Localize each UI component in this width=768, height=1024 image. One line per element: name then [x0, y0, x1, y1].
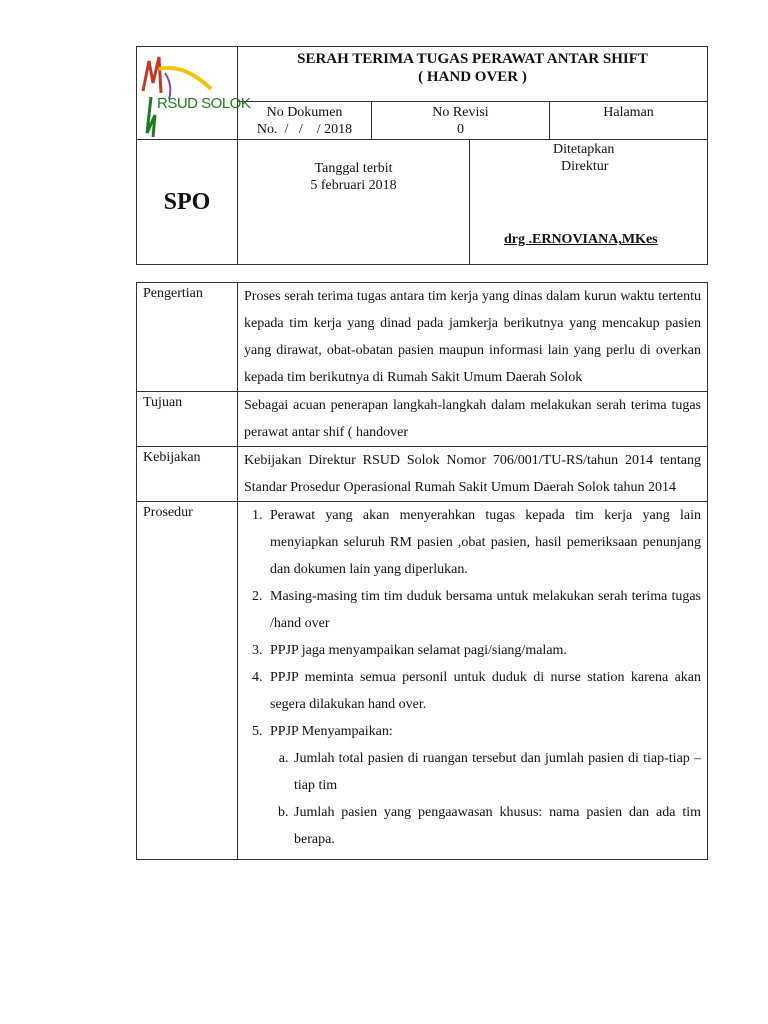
prosedur-label: Prosedur — [137, 502, 238, 860]
logo-cell — [137, 47, 251, 140]
prosedur-step: 4. PPJP meminta semua personil untuk duduk di nurse station karena akan segera dilakukan hand over. — [266, 664, 701, 718]
prosedur-step-5 — [266, 718, 701, 853]
prosedur-step-text: PPJP Menyampaikan: — [270, 724, 393, 739]
row-pengertian — [137, 283, 708, 392]
document-header — [136, 46, 708, 265]
ditetapkan-label: Ditetapkan — [553, 142, 615, 158]
logo-text: RSUD SOLOK — [157, 95, 251, 112]
row-prosedur — [137, 502, 708, 860]
halaman-label: Halaman — [603, 105, 654, 121]
no-dokumen-value: No. / / / 2018 — [256, 122, 353, 138]
tanggal-terbit-value: 5 februari 2018 — [310, 178, 397, 194]
prosedur-steps — [238, 502, 708, 860]
tanggal-terbit-cell — [238, 140, 470, 265]
prosedur-sub-step: a. Jumlah total pasien di ruangan tersebut dan jumlah pasien di tiap-tiap –tiap tim — [292, 745, 701, 799]
prosedur-step: 2. Masing-masing tim tim duduk bersama untuk melakukan serah terima tugas /hand over — [266, 583, 701, 637]
no-revisi-cell — [372, 102, 550, 140]
kebijakan-paragraph: Kebijakan Direktur RSUD Solok Nomor 706/001/TU-RS/tahun 2014 tentang Standar Prosedur Operasional Rumah Sakit Umum Daerah Solok tahun 2014 — [244, 453, 701, 495]
tujuan-label: Tujuan — [137, 392, 238, 447]
no-dokumen-label: No Dokumen — [266, 105, 343, 121]
spo-label: SPO — [137, 140, 238, 265]
signatory-name: drg .ERNOVIANA,MKes — [504, 232, 658, 248]
pengertian-paragraph: Proses serah terima tugas antara tim kerja yang dinas dalam kurun waktu tertentu kepada tim kerja yang dinad pada jamkerja berikutnya yang mencakup pasien yang dirawat, obat-obatan pasien maupun informasi lain yang perlu di overkan kepada tim berikutnya di Rumah Sakit Umum Daerah Solok — [244, 289, 701, 385]
document-title — [238, 47, 708, 102]
ditetapkan-cell — [470, 140, 708, 265]
title-line-1: SERAH TERIMA TUGAS PERAWAT ANTAR SHIFT — [297, 51, 648, 67]
prosedur-sub-list — [270, 745, 701, 853]
no-revisi-label: No Revisi — [432, 105, 489, 121]
kebijakan-label: Kebijakan — [137, 447, 238, 502]
direktur-label: Direktur — [561, 159, 609, 175]
no-revisi-value: 0 — [457, 122, 464, 138]
pengertian-label: Pengertian — [137, 283, 238, 392]
row-kebijakan — [137, 447, 708, 502]
prosedur-list — [244, 502, 701, 853]
tujuan-text — [238, 392, 708, 447]
kebijakan-text — [238, 447, 708, 502]
row-tujuan — [137, 392, 708, 447]
no-dokumen-cell — [238, 102, 372, 140]
pengertian-text — [238, 283, 708, 392]
prosedur-sub-step: b. Jumlah pasien yang pengaawasan khusus: nama pasien dan ada tim berapa. — [292, 799, 701, 853]
spo-content-table — [136, 282, 708, 860]
halaman-cell — [550, 102, 708, 140]
title-line-2: ( HAND OVER ) — [418, 69, 527, 85]
tanggal-terbit-label: Tanggal terbit — [314, 161, 393, 177]
prosedur-step: 3. PPJP jaga menyampaikan selamat pagi/siang/malam. — [266, 637, 701, 664]
prosedur-step: 1. Perawat yang akan menyerahkan tugas kepada tim kerja yang lain menyiapkan seluruh RM pasien ,obat pasien, hasil pemeriksaan penunjang dan dokumen lain yang diperlukan. — [266, 502, 701, 583]
tujuan-paragraph: Sebagai acuan penerapan langkah-langkah dalam melakukan serah terima tugas perawat antar shif ( handover — [244, 398, 701, 440]
